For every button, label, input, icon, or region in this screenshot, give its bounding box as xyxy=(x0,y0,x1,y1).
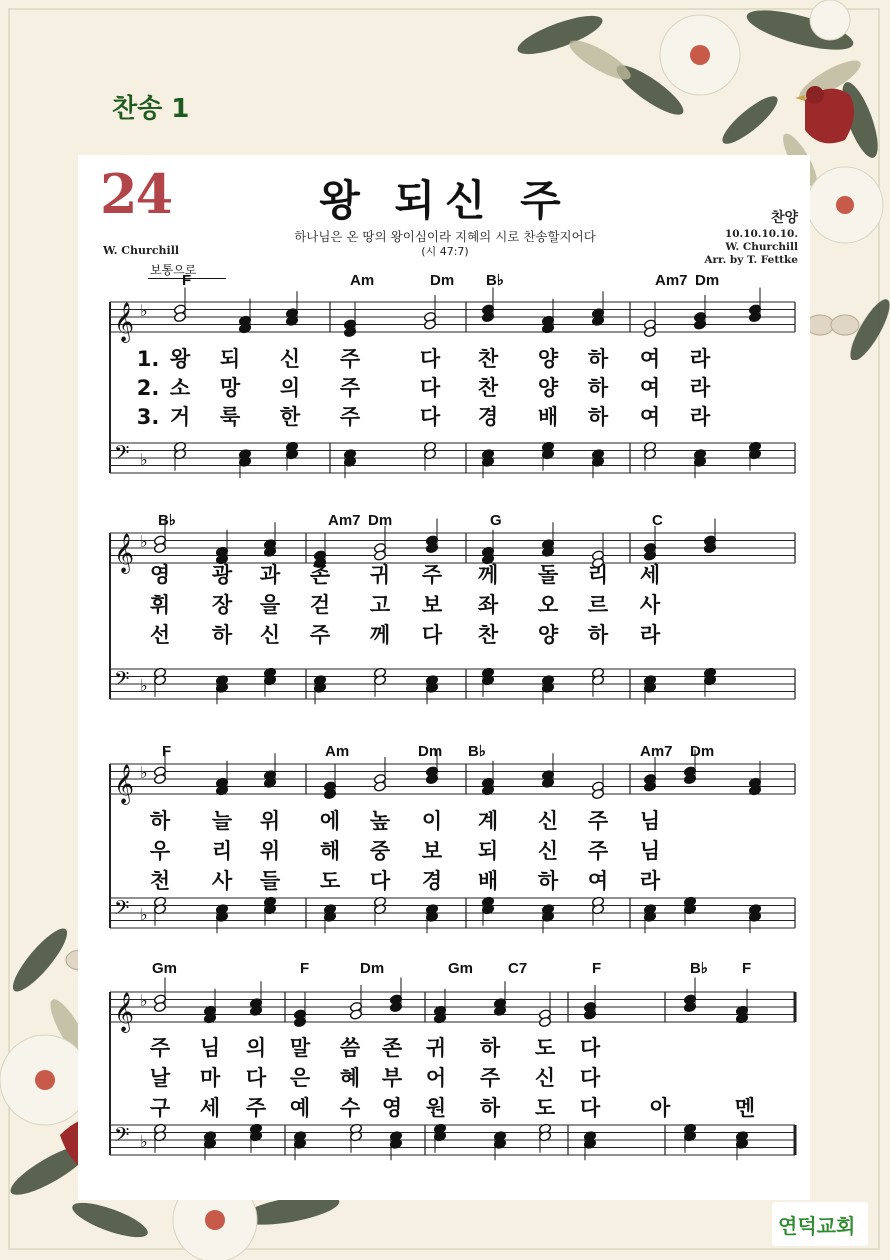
lyric-syllable: 멘 xyxy=(734,1096,756,1120)
chord-symbol: Am xyxy=(325,743,350,760)
lyric-syllable: 다 xyxy=(419,405,441,429)
chord-symbol: F xyxy=(592,960,602,977)
chord-symbol: Am xyxy=(350,272,375,289)
key-flat-icon: ♭ xyxy=(140,532,148,551)
lyric-syllable: 주 xyxy=(149,1036,171,1060)
lyric-syllable: 라 xyxy=(639,869,661,893)
chord-symbol: Dm xyxy=(418,743,443,760)
lyric-syllable: 중 xyxy=(369,839,391,863)
lyric-syllable: 영 xyxy=(381,1096,403,1120)
lyric-syllable: 배 xyxy=(537,405,559,429)
lyric-syllable: 아 xyxy=(649,1096,671,1120)
lyric-syllable: 은 xyxy=(289,1066,311,1090)
chord-symbol: F xyxy=(182,272,192,289)
key-flat-icon: ♭ xyxy=(140,676,148,695)
lyric-syllable: 높 xyxy=(369,809,391,833)
lyric-syllable: 여 xyxy=(587,869,609,893)
lyric-syllable: 에 xyxy=(319,809,341,833)
lyric-syllable: 보 xyxy=(421,593,443,617)
lyric-syllable: 날 xyxy=(149,1066,171,1090)
lyric-syllable: 주 xyxy=(339,347,361,371)
lyric-syllable: 하 xyxy=(587,405,609,429)
chord-symbol: Am7 xyxy=(655,272,688,289)
lyric-syllable: 보 xyxy=(421,839,443,863)
lyric-syllable: 다 xyxy=(369,869,391,893)
lyric-syllable: 찬 xyxy=(477,347,499,371)
lyric-syllable: 님 xyxy=(639,809,661,833)
lyric-syllable: 주 xyxy=(421,563,443,587)
lyric-syllable: 존 xyxy=(309,563,331,587)
lyric-syllable: 하 xyxy=(537,869,559,893)
bass-clef-icon: 𝄢 xyxy=(114,896,130,924)
treble-clef-icon: 𝄞 xyxy=(114,302,135,342)
lyric-syllable: 선 xyxy=(149,623,171,647)
church-logo xyxy=(772,1202,868,1246)
lyric-syllable: 부 xyxy=(381,1066,403,1090)
lyric-syllable: 다 xyxy=(419,376,441,400)
lyric-syllable: 여 xyxy=(639,376,661,400)
lyric-syllable: 주 xyxy=(339,405,361,429)
lyric-syllable: 영 xyxy=(149,563,171,587)
lyric-syllable: 좌 xyxy=(477,593,499,617)
author-credit: W. Churchill xyxy=(103,244,180,257)
scripture-reference: (시 47:7) xyxy=(421,245,469,258)
lyric-syllable: 여 xyxy=(639,405,661,429)
lyric-syllable: 한 xyxy=(279,405,301,429)
lyric-syllable: 늘 xyxy=(211,809,233,833)
lyric-syllable: 소 xyxy=(169,376,191,400)
chord-symbol: F xyxy=(162,743,172,760)
hymn-number: 24 xyxy=(100,162,172,226)
lyric-syllable: 룩 xyxy=(219,405,241,429)
lyric-syllable: 의 xyxy=(279,376,301,400)
chord-symbol: Am7 xyxy=(328,512,361,529)
lyric-syllable: 도 xyxy=(319,869,341,893)
key-flat-icon: ♭ xyxy=(140,905,148,924)
chord-symbol: F xyxy=(300,960,310,977)
lyric-syllable: 귀 xyxy=(425,1036,447,1060)
lyric-syllable: 이 xyxy=(421,809,443,833)
chord-symbol: Dm xyxy=(690,743,715,760)
lyric-syllable: 찬 xyxy=(477,376,499,400)
lyric-syllable: 리 xyxy=(587,563,609,587)
chord-symbol: Gm xyxy=(152,960,178,977)
hymn-category: 찬양 xyxy=(770,210,798,226)
lyric-syllable: 하 xyxy=(211,623,233,647)
lyric-syllable: 경 xyxy=(421,869,443,893)
lyric-syllable: 라 xyxy=(689,405,711,429)
lyric-syllable: 의 xyxy=(245,1036,267,1060)
lyric-syllable: 께 xyxy=(477,563,499,587)
lyric-syllable: 다 xyxy=(421,623,443,647)
lyric-syllable: 양 xyxy=(537,376,559,400)
chord-symbol: B♭ xyxy=(158,512,176,529)
lyric-syllable: 라 xyxy=(689,376,711,400)
key-flat-icon: ♭ xyxy=(140,763,148,782)
lyric-syllable: 씀 xyxy=(339,1036,361,1060)
lyric-syllable: 찬 xyxy=(477,623,499,647)
lyric-syllable: 신 xyxy=(537,809,559,833)
lyric-syllable: 하 xyxy=(479,1036,501,1060)
chord-symbol: Dm xyxy=(430,272,455,289)
chord-symbol: B♭ xyxy=(690,960,708,977)
hymn-subtitle: 하나님은 온 땅의 왕이심이라 지혜의 시로 찬송할지어다 xyxy=(294,229,596,244)
lyric-syllable: 3. xyxy=(136,405,160,429)
lyric-syllable: 다 xyxy=(579,1096,601,1120)
chord-symbol: B♭ xyxy=(468,743,486,760)
lyric-syllable: 계 xyxy=(477,809,499,833)
page-label: 찬송 1 xyxy=(112,94,190,124)
lyric-syllable: 주 xyxy=(587,839,609,863)
lyric-syllable: 하 xyxy=(149,809,171,833)
key-flat-icon: ♭ xyxy=(140,301,148,320)
lyric-syllable: 구 xyxy=(149,1096,171,1120)
chord-symbol: Dm xyxy=(695,272,720,289)
lyric-syllable: 위 xyxy=(259,839,281,863)
lyric-syllable: 위 xyxy=(259,809,281,833)
lyric-syllable: 마 xyxy=(199,1066,221,1090)
lyric-syllable: 다 xyxy=(579,1066,601,1090)
lyric-syllable: 과 xyxy=(259,563,281,587)
lyric-syllable: 을 xyxy=(259,593,281,617)
lyric-syllable: 장 xyxy=(211,593,233,617)
lyric-syllable: 되 xyxy=(219,347,241,371)
lyric-syllable: 말 xyxy=(289,1036,311,1060)
lyric-syllable: 라 xyxy=(689,347,711,371)
lyric-syllable: 배 xyxy=(477,869,499,893)
lyric-syllable: 천 xyxy=(149,869,171,893)
key-flat-icon: ♭ xyxy=(140,1132,148,1151)
hymn-arranger: Arr. by T. Fettke xyxy=(704,254,798,266)
key-flat-icon: ♭ xyxy=(140,450,148,469)
lyric-syllable: 님 xyxy=(199,1036,221,1060)
lyric-syllable: 르 xyxy=(587,593,609,617)
lyric-syllable: 되 xyxy=(477,839,499,863)
lyric-syllable: 하 xyxy=(479,1096,501,1120)
lyric-syllable: 도 xyxy=(534,1096,556,1120)
chord-symbol: Am7 xyxy=(640,743,673,760)
hymn-composer: W. Churchill xyxy=(725,241,798,253)
lyric-syllable: 해 xyxy=(319,839,341,863)
lyric-syllable: 사 xyxy=(639,593,661,617)
lyric-syllable: 존 xyxy=(381,1036,403,1060)
lyric-syllable: 다 xyxy=(245,1066,267,1090)
lyric-syllable: 주 xyxy=(245,1096,267,1120)
lyric-syllable: 세 xyxy=(639,563,661,587)
chord-symbol: C xyxy=(652,512,663,529)
lyric-syllable: 하 xyxy=(587,376,609,400)
treble-clef-icon: 𝄞 xyxy=(114,992,135,1032)
lyric-syllable: 사 xyxy=(211,869,233,893)
hymn-meter: 10.10.10.10. xyxy=(724,228,798,240)
lyric-syllable: 들 xyxy=(259,869,281,893)
lyric-syllable: 다 xyxy=(419,347,441,371)
chord-symbol: B♭ xyxy=(486,272,504,289)
lyric-syllable: 하 xyxy=(587,347,609,371)
lyric-syllable: 도 xyxy=(534,1036,556,1060)
lyric-syllable: 신 xyxy=(279,347,301,371)
lyric-syllable: 라 xyxy=(639,623,661,647)
lyric-syllable: 수 xyxy=(339,1096,361,1120)
treble-clef-icon: 𝄞 xyxy=(114,764,135,804)
lyric-syllable: 광 xyxy=(211,563,233,587)
lyric-syllable: 돌 xyxy=(537,563,559,587)
lyric-syllable: 주 xyxy=(479,1066,501,1090)
chord-symbol: Dm xyxy=(368,512,393,529)
lyric-syllable: 신 xyxy=(534,1066,556,1090)
lyric-syllable: 고 xyxy=(369,593,391,617)
lyric-syllable: 오 xyxy=(537,593,559,617)
lyric-syllable: 2. xyxy=(136,376,160,400)
lyric-syllable: 걷 xyxy=(309,593,331,617)
lyric-syllable: 주 xyxy=(339,376,361,400)
tempo-marking: 보통으로 xyxy=(150,263,197,277)
bass-clef-icon: 𝄢 xyxy=(114,441,130,469)
bass-clef-icon: 𝄢 xyxy=(114,1123,130,1151)
lyric-syllable: 리 xyxy=(211,839,233,863)
lyric-syllable: 혜 xyxy=(339,1066,361,1090)
chord-symbol: Gm xyxy=(448,960,474,977)
bass-clef-icon: 𝄢 xyxy=(114,667,130,695)
lyric-syllable: 주 xyxy=(309,623,331,647)
chord-symbol: G xyxy=(490,512,502,529)
chord-symbol: Dm xyxy=(360,960,385,977)
treble-clef-icon: 𝄞 xyxy=(114,533,135,573)
lyric-syllable: 휘 xyxy=(149,593,171,617)
lyric-syllable: 여 xyxy=(639,347,661,371)
lyric-syllable: 님 xyxy=(639,839,661,863)
lyric-syllable: 귀 xyxy=(369,563,391,587)
lyric-syllable: 경 xyxy=(477,405,499,429)
lyric-syllable: 주 xyxy=(587,809,609,833)
lyric-syllable: 신 xyxy=(537,839,559,863)
church-logo-text: 연덕교회 xyxy=(778,1214,856,1238)
lyric-syllable: 양 xyxy=(537,347,559,371)
lyric-syllable: 왕 xyxy=(169,347,191,371)
lyric-syllable: 양 xyxy=(537,623,559,647)
lyric-syllable: 어 xyxy=(425,1066,447,1090)
lyric-syllable: 1. xyxy=(136,347,160,371)
hymn-title: 왕 되신 주 xyxy=(319,176,571,225)
chord-symbol: C7 xyxy=(508,960,528,977)
lyric-syllable: 하 xyxy=(587,623,609,647)
lyric-syllable: 거 xyxy=(169,405,191,429)
lyric-syllable: 원 xyxy=(425,1096,447,1120)
chord-symbol: F xyxy=(742,960,752,977)
lyric-syllable: 께 xyxy=(369,623,391,647)
lyric-syllable: 세 xyxy=(199,1096,221,1120)
lyric-syllable: 다 xyxy=(579,1036,601,1060)
key-flat-icon: ♭ xyxy=(140,991,148,1010)
lyric-syllable: 예 xyxy=(289,1096,311,1120)
lyric-syllable: 망 xyxy=(219,376,241,400)
lyric-syllable: 우 xyxy=(149,839,171,863)
lyric-syllable: 신 xyxy=(259,623,281,647)
